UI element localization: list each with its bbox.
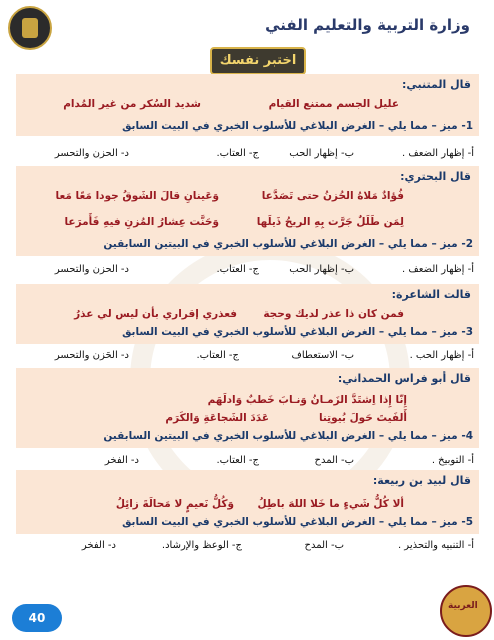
verse: فعذري إقراري بأن ليس لي عذرُ	[74, 308, 237, 320]
option-c[interactable]: ج- العتاب.	[216, 148, 259, 159]
section-4	[16, 368, 479, 448]
verse: لِمَن طَلَلٌ جَرَّت بِهِ الريحُ ذَيلَها	[256, 216, 404, 228]
section-2	[16, 166, 479, 256]
verse: عَدَدَ الشَجاعَةِ وَالكَرَم	[165, 412, 269, 424]
verse: أَلفَيتَ حَولَ بُيوتِنا	[318, 412, 407, 424]
verse: شديد السُكر من غير المُدام	[63, 98, 201, 110]
section-title: قال أبو فراس الحمداني:	[337, 372, 471, 385]
section-title: قال المتنبي:	[402, 78, 471, 91]
verse: وَكُلُّ نَعيمٍ لا مَحالَةَ زائِلُ	[115, 498, 234, 510]
option-a[interactable]: أ- إظهار الضعف .	[402, 148, 474, 159]
question: 4- ميز – مما يلي – الغرض البلاغي للأسلوب الخبري في البيتين السابقين	[103, 430, 473, 442]
section-title: قال لبيد بن ربيعة:	[372, 474, 471, 487]
option-d[interactable]: د- الحزن والتحسر	[54, 264, 129, 275]
option-b[interactable]: ب- المدح	[304, 540, 344, 551]
section-3	[16, 284, 479, 344]
section-title: قال البحتري:	[400, 170, 471, 183]
verse: إِنّا إِذا اِشتَدَّ الزَمـانُ وَنـابَ خَطبٌ وَادلَهَم	[207, 394, 407, 406]
option-a[interactable]: أ- التوبيخ .	[431, 455, 474, 466]
option-b[interactable]: ب- إظهار الحب	[289, 264, 354, 275]
page-number: 40	[12, 604, 62, 632]
question: 2- ميز – مما يلي – الغرض البلاغي للأسلوب الخبري في البيتين السابقين	[103, 238, 473, 250]
section-5	[16, 470, 479, 534]
option-c[interactable]: ج- العتاب.	[216, 264, 259, 275]
verse: ألا كُلُّ شَيءٍ ما خَلا اللهَ باطِلُ	[257, 498, 404, 510]
section-title: قالت الشاعرة:	[391, 288, 471, 301]
logo-text: العربية	[448, 601, 478, 611]
verse: وَحَنَّت عِشارُ المُزنِ فيهِ فَأَمرَعا	[64, 216, 219, 228]
question: 1- ميز – مما يلي – الغرض البلاغي للأسلوب الخبري في البيت السابق	[122, 120, 473, 132]
verse: فمن كان ذا عذر لديك وحجة	[263, 308, 404, 320]
option-c[interactable]: ج- الوعظ والإرشاد.	[161, 540, 242, 551]
option-d[interactable]: د- الفخر	[104, 455, 139, 466]
question: 3- ميز – مما يلي – الغرض البلاغي للأسلوب الخبري في البيت السابق	[122, 326, 473, 338]
option-a[interactable]: أ- إظهار الحب .	[409, 350, 474, 361]
option-b[interactable]: ب- إظهار الحب	[289, 148, 354, 159]
verse: فُؤادٌ مَلاهُ الحُزنُ حتى تَصَدَّعا	[261, 190, 404, 202]
option-d[interactable]: د- الحزن والتحسر	[54, 148, 129, 159]
page-header-title: وزارة التربية والتعليم الفني	[265, 16, 470, 34]
verse: وَعَينانِ قالَ الشَوقُ جودا مَعًا مَعا	[55, 190, 219, 202]
ministry-logo	[8, 6, 52, 50]
option-d[interactable]: د- الحَزن والتحسر	[54, 350, 129, 361]
option-a[interactable]: أ- التنبيه والتحذير .	[397, 540, 474, 551]
option-d[interactable]: د- الفخر	[81, 540, 116, 551]
option-c[interactable]: ج- العتاب.	[216, 455, 259, 466]
question: 5- ميز – مما يلي – الغرض البلاغي للأسلوب الخبري في البيت السابق	[122, 516, 473, 528]
section-1	[16, 74, 479, 136]
option-b[interactable]: ب- الاستعطاف	[291, 350, 354, 361]
option-a[interactable]: أ- إظهار الضعف .	[402, 264, 474, 275]
option-b[interactable]: ب- المدح	[314, 455, 354, 466]
verse: عليل الجسم ممتنع القيام	[268, 98, 399, 110]
test-yourself-banner: اختبر نفسك	[210, 47, 306, 75]
option-c[interactable]: ج- العتاب.	[196, 350, 239, 361]
arabic-logo	[440, 585, 492, 637]
